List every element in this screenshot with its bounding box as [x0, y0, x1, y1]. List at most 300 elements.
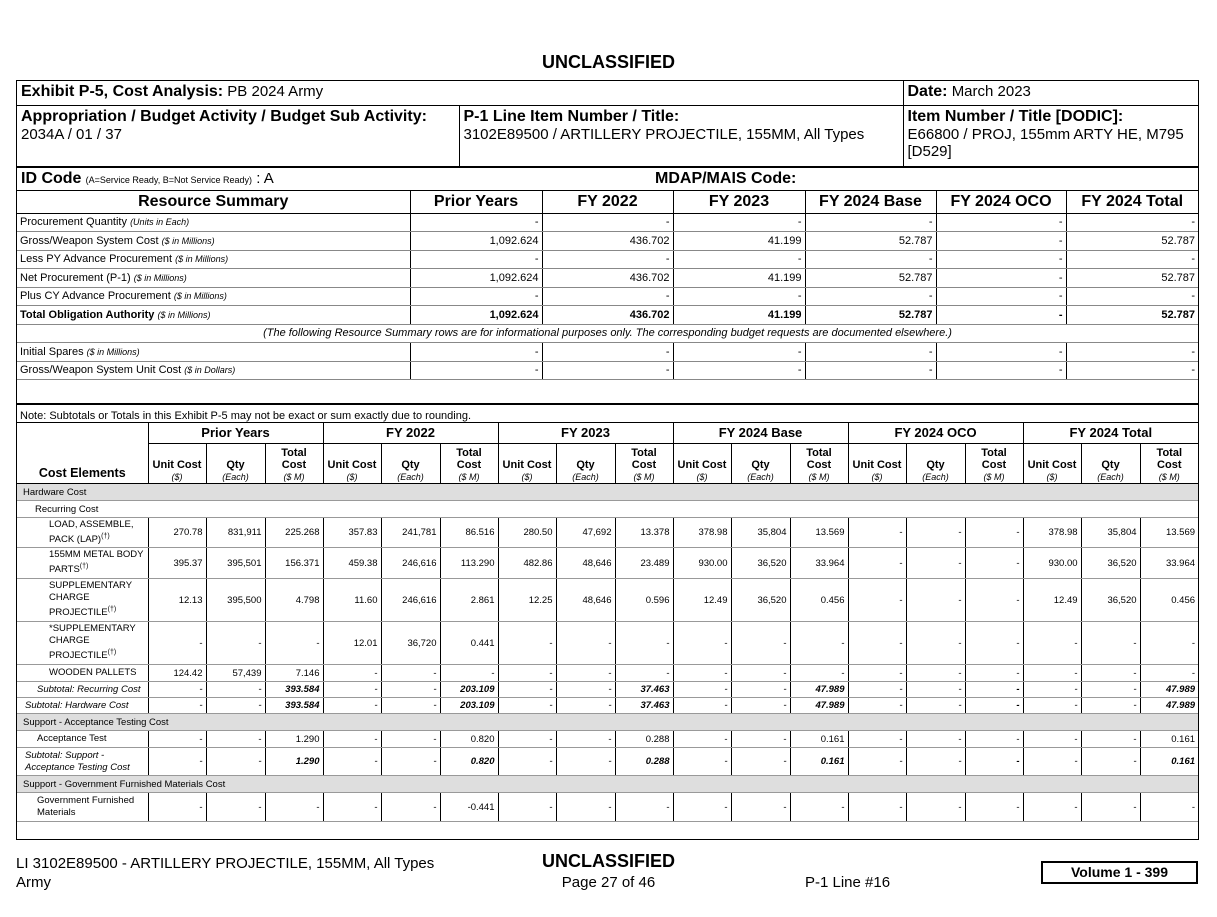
ce-value: 930.00 — [673, 548, 731, 579]
ce-row-label — [17, 579, 148, 622]
date-value: March 2023 — [951, 83, 1031, 100]
ce-value: 36,520 — [1081, 548, 1140, 579]
id-code-label: ID Code — [21, 170, 82, 187]
ce-subheader-label: Qty — [751, 459, 770, 471]
rs-value: - — [805, 343, 936, 362]
volume-box: Volume 1 - 399 — [1041, 861, 1198, 884]
rs-value: 52.787 — [805, 306, 936, 325]
ce-value: 156.371 — [265, 548, 323, 579]
ce-year-header: FY 2024 OCO — [848, 423, 1023, 444]
rs-value: - — [410, 213, 542, 232]
rs-row — [17, 213, 1198, 232]
ce-value: 13.569 — [1140, 518, 1198, 548]
rs-value: 436.702 — [542, 269, 673, 288]
ce-value: 1.290 — [265, 748, 323, 776]
ce-subheader — [206, 444, 265, 484]
ce-group-row — [17, 776, 1198, 793]
ce-value: - — [381, 793, 440, 822]
ce-value: 395,501 — [206, 548, 265, 579]
ce-subheader-label: Qty — [576, 459, 595, 471]
ce-value: 36,520 — [731, 579, 790, 622]
ce-value: - — [1023, 793, 1081, 822]
ce-value: 246,616 — [381, 579, 440, 622]
ce-value: - — [148, 793, 206, 822]
rs-row — [17, 250, 1198, 269]
ce-row-label-text: Subtotal: Recurring Cost — [37, 683, 141, 695]
ce-value: - — [148, 682, 206, 698]
ce-value: - — [1081, 748, 1140, 776]
ce-value: - — [615, 665, 673, 682]
ce-subheader — [323, 444, 381, 484]
ce-subheader-unit: ($) — [521, 472, 533, 482]
ce-subheader-label: Unit Cost — [852, 459, 902, 471]
ce-value: - — [381, 731, 440, 748]
ce-value: 47.989 — [1140, 698, 1198, 714]
ce-value: - — [906, 518, 965, 548]
rs-value: - — [673, 287, 805, 306]
ce-value: 0.820 — [440, 731, 498, 748]
ce-blank-cell — [17, 822, 1198, 843]
ce-value: - — [1081, 682, 1140, 698]
ce-subheader — [790, 444, 848, 484]
ce-value: 0.596 — [615, 579, 673, 622]
ce-value: 86.516 — [440, 518, 498, 548]
ce-value: - — [906, 731, 965, 748]
ce-value: - — [206, 698, 265, 714]
ce-value: 0.456 — [790, 579, 848, 622]
ce-value: - — [965, 793, 1023, 822]
ce-value: - — [965, 665, 1023, 682]
ce-group-label: Recurring Cost — [17, 501, 1198, 518]
ce-value: - — [1023, 665, 1081, 682]
ce-value: - — [556, 731, 615, 748]
ce-value: 12.25 — [498, 579, 556, 622]
rs-value: - — [542, 343, 673, 362]
ce-row — [17, 793, 1198, 822]
rs-row-label — [17, 306, 410, 325]
ce-subheader-unit: (Each) — [397, 472, 424, 482]
rs-value: - — [805, 361, 936, 380]
ce-row-label-text: Government Furnished Materials — [37, 795, 135, 818]
ce-value: - — [498, 731, 556, 748]
ce-value: - — [148, 731, 206, 748]
ce-value: - — [673, 793, 731, 822]
ce-value: - — [498, 682, 556, 698]
rs-value: - — [936, 306, 1066, 325]
mdap-mais-label: MDAP/MAIS Code: — [655, 170, 797, 187]
ce-value: - — [323, 731, 381, 748]
ce-value: 2.861 — [440, 579, 498, 622]
ce-subheader — [148, 444, 206, 484]
ce-value: - — [1081, 793, 1140, 822]
ce-value: 113.290 — [440, 548, 498, 579]
ce-value: 48,646 — [556, 548, 615, 579]
rs-value: - — [673, 250, 805, 269]
exhibit-title-cell — [17, 81, 903, 105]
rs-value: 436.702 — [542, 232, 673, 251]
ce-group-row — [17, 714, 1198, 731]
ce-row-label — [17, 622, 148, 665]
ce-value: - — [848, 682, 906, 698]
ce-value: 36,520 — [1081, 579, 1140, 622]
item-number-cell — [903, 105, 1198, 167]
ce-value: - — [906, 622, 965, 665]
rs-value: 52.787 — [1066, 269, 1198, 288]
rs-value: - — [542, 361, 673, 380]
ce-row-footnote-mark: (†) — [101, 532, 110, 540]
ce-subheader-unit: (Each) — [747, 472, 774, 482]
ce-subheader-unit: ($ M) — [983, 472, 1005, 482]
ce-value: 35,804 — [1081, 518, 1140, 548]
rs-row-unit: ($ in Millions) — [86, 346, 140, 357]
rs-value: - — [410, 343, 542, 362]
ce-subheader — [381, 444, 440, 484]
ce-value: 37.463 — [615, 698, 673, 714]
ce-year-header: Prior Years — [148, 423, 323, 444]
ce-value: - — [498, 698, 556, 714]
ce-row-footnote-mark: (†) — [107, 649, 117, 657]
rs-value: 1,092.624 — [410, 232, 542, 251]
ce-subheader-unit: ($ M) — [633, 472, 655, 482]
ce-value: - — [323, 698, 381, 714]
ce-value: - — [731, 682, 790, 698]
ce-value: 0.161 — [1140, 731, 1198, 748]
rs-row — [17, 232, 1198, 251]
ce-group-label: Support - Government Furnished Materials Cost — [17, 776, 1198, 793]
ce-value: 47.989 — [790, 698, 848, 714]
rs-value: - — [542, 287, 673, 306]
ce-subheader-label: Qty — [401, 459, 420, 471]
ce-value: - — [965, 731, 1023, 748]
ce-value: 0.161 — [790, 748, 848, 776]
ce-group-row — [17, 501, 1198, 518]
ce-value: - — [498, 665, 556, 682]
ce-subheader-label: Unit Cost — [1027, 459, 1077, 471]
ce-subheader — [1081, 444, 1140, 484]
ce-row-label — [17, 548, 148, 579]
ce-value: 0.161 — [1140, 748, 1198, 776]
rs-value: 52.787 — [1066, 232, 1198, 251]
ce-subheader-label: Total Cost — [981, 447, 1007, 471]
ce-value: - — [848, 731, 906, 748]
ce-subheader — [965, 444, 1023, 484]
ce-value: - — [615, 793, 673, 822]
ce-value: - — [1140, 665, 1198, 682]
ce-value: - — [148, 698, 206, 714]
ce-row-label-text: 155MM METAL BODY PARTS — [49, 549, 144, 576]
ce-value: - — [790, 665, 848, 682]
ce-value: - — [556, 682, 615, 698]
rs-row-unit: (Units in Each) — [130, 217, 190, 228]
ce-value: 37.463 — [615, 682, 673, 698]
ce-subheader-label: Unit Cost — [502, 459, 552, 471]
rs-col-header: FY 2022 — [542, 191, 673, 213]
rs-row — [17, 306, 1198, 325]
ce-value: 4.798 — [265, 579, 323, 622]
cost-elements-title: Cost Elements — [17, 423, 148, 484]
rs-row — [17, 269, 1198, 288]
ce-subheader — [498, 444, 556, 484]
id-code-value: : A — [256, 170, 274, 187]
ce-value: 35,804 — [731, 518, 790, 548]
ce-value: 395,500 — [206, 579, 265, 622]
ce-value: 203.109 — [440, 682, 498, 698]
ce-subheader — [906, 444, 965, 484]
rs-value: - — [936, 232, 1066, 251]
ce-value: - — [848, 793, 906, 822]
rs-value: - — [410, 250, 542, 269]
ce-row — [17, 622, 1198, 665]
ce-value: - — [673, 731, 731, 748]
ce-row — [17, 731, 1198, 748]
rs-row — [17, 343, 1198, 362]
ce-value: - — [206, 748, 265, 776]
rs-value: - — [936, 213, 1066, 232]
rs-row-label — [17, 232, 410, 251]
ce-value: - — [1081, 731, 1140, 748]
ce-value: 203.109 — [440, 698, 498, 714]
appropriation-cell — [17, 105, 459, 167]
ce-value: - — [148, 622, 206, 665]
ce-group-label: Support - Acceptance Testing Cost — [17, 714, 1198, 731]
ce-row-footnote-mark: (†) — [107, 606, 117, 614]
ce-value: - — [206, 682, 265, 698]
ce-subheader-label: Unit Cost — [327, 459, 377, 471]
ce-value: - — [556, 698, 615, 714]
ce-value: 831,911 — [206, 518, 265, 548]
ce-row-label — [17, 518, 148, 548]
ce-value: 0.288 — [615, 748, 673, 776]
ce-subheader-unit: (Each) — [922, 472, 949, 482]
ce-subheader-label: Total Cost — [1156, 447, 1183, 471]
rs-value: - — [542, 213, 673, 232]
ce-value: 36,520 — [731, 548, 790, 579]
rs-value: 1,092.624 — [410, 306, 542, 325]
date-label: Date: — [907, 83, 948, 100]
ce-subheader-unit: (Each) — [1097, 472, 1124, 482]
ce-value: - — [1081, 665, 1140, 682]
ce-subtotal-row — [17, 748, 1198, 776]
ce-year-header: FY 2024 Total — [1023, 423, 1198, 444]
rs-value: - — [805, 287, 936, 306]
ce-row-label — [17, 731, 148, 748]
ce-value: 0.161 — [790, 731, 848, 748]
ce-value: - — [615, 622, 673, 665]
ce-value: - — [323, 793, 381, 822]
ce-value: 225.268 — [265, 518, 323, 548]
resource-summary-table — [17, 191, 1198, 423]
ce-value: 270.78 — [148, 518, 206, 548]
ce-value: 47.989 — [790, 682, 848, 698]
ce-value: 0.441 — [440, 622, 498, 665]
ce-subheader-unit: ($) — [871, 472, 883, 482]
ce-subheader-unit: ($) — [346, 472, 358, 482]
ce-value: -0.441 — [440, 793, 498, 822]
ce-value: - — [498, 748, 556, 776]
rs-row-label-text: Gross/Weapon System Unit Cost — [20, 364, 182, 377]
footer-page: Page 27 of 46 — [561, 874, 656, 891]
rs-value: - — [1066, 343, 1198, 362]
ce-value: 47,692 — [556, 518, 615, 548]
ce-value: - — [906, 698, 965, 714]
ce-value: - — [965, 518, 1023, 548]
ce-value: 47.989 — [1140, 682, 1198, 698]
appropriation-value: 2034A / 01 / 37 — [21, 125, 122, 143]
ce-value: 1.290 — [265, 731, 323, 748]
exhibit-frame — [16, 80, 1199, 840]
ce-subheader-unit: ($ M) — [458, 472, 480, 482]
ce-value: - — [206, 731, 265, 748]
ce-value: - — [965, 748, 1023, 776]
rs-value: - — [673, 213, 805, 232]
ce-row-label-text: Acceptance Test — [37, 733, 107, 744]
ce-value: - — [731, 665, 790, 682]
ce-value: - — [906, 665, 965, 682]
ce-year-header: FY 2022 — [323, 423, 498, 444]
footer-li-line: LI 3102E89500 - ARTILLERY PROJECTILE, 155MM, All Types — [16, 855, 435, 872]
ce-row-label-text: WOODEN PALLETS — [49, 667, 137, 678]
item-number-label: Item Number / Title [DODIC]: — [907, 107, 1124, 125]
ce-row-label — [17, 793, 148, 822]
cost-elements-table — [17, 423, 1198, 843]
id-code-note: (A=Service Ready, B=Not Service Ready) — [85, 175, 253, 185]
ce-value: - — [731, 731, 790, 748]
ce-value: - — [498, 793, 556, 822]
rs-row-unit: ($ in Millions) — [133, 272, 187, 283]
ce-value: 23.489 — [615, 548, 673, 579]
ce-row-label — [17, 682, 148, 698]
ce-subheader-label: Unit Cost — [152, 459, 202, 471]
ce-value: - — [265, 793, 323, 822]
rs-value: 52.787 — [805, 232, 936, 251]
ce-row-label — [17, 698, 148, 714]
rs-value: 41.199 — [673, 232, 805, 251]
item-number-value: E66800 / PROJ, 155mm ARTY HE, M795 [D529] — [907, 125, 1184, 160]
rs-col-header: FY 2023 — [673, 191, 805, 213]
rs-row-label — [17, 269, 410, 288]
ce-subheader-label: Qty — [926, 459, 945, 471]
exhibit-label: Exhibit P-5, Cost Analysis: — [21, 83, 224, 100]
p1-line-item-label: P-1 Line Item Number / Title: — [463, 107, 680, 125]
rs-col-header: FY 2024 Total — [1066, 191, 1198, 213]
rs-row-label-text: Net Procurement (P-1) — [20, 271, 131, 284]
rs-row-label-text: Total Obligation Authority — [20, 308, 155, 321]
rs-value: 41.199 — [673, 306, 805, 325]
rs-value: - — [673, 361, 805, 380]
ce-value: - — [731, 698, 790, 714]
ce-year-header: FY 2024 Base — [673, 423, 848, 444]
footer-p1-line: P-1 Line #16 — [805, 874, 891, 891]
rs-row-label-text: Initial Spares — [20, 345, 84, 358]
rs-row-label — [17, 213, 410, 232]
ce-value: - — [323, 748, 381, 776]
rs-row-unit: ($ in Millions) — [161, 235, 215, 246]
ce-value: 459.38 — [323, 548, 381, 579]
ce-value: 241,781 — [381, 518, 440, 548]
rs-value: - — [410, 287, 542, 306]
ce-value: - — [965, 698, 1023, 714]
ce-value: - — [1023, 682, 1081, 698]
ce-value: 13.378 — [615, 518, 673, 548]
ce-value: - — [556, 793, 615, 822]
rs-value: 436.702 — [542, 306, 673, 325]
ce-value: - — [965, 579, 1023, 622]
rs-value: - — [1066, 287, 1198, 306]
ce-subheader — [440, 444, 498, 484]
rs-row-label-text: Gross/Weapon System Cost — [20, 234, 159, 247]
ce-row — [17, 665, 1198, 682]
ce-subheader — [265, 444, 323, 484]
ce-value: 12.01 — [323, 622, 381, 665]
ce-value: - — [1023, 748, 1081, 776]
ce-value: 48,646 — [556, 579, 615, 622]
ce-value: - — [556, 622, 615, 665]
classification-bottom: UNCLASSIFIED — [541, 851, 675, 871]
rs-value: - — [410, 361, 542, 380]
ce-value: - — [673, 698, 731, 714]
ce-value: - — [440, 665, 498, 682]
ce-value: 12.49 — [673, 579, 731, 622]
ce-subtotal-row — [17, 698, 1198, 714]
date-cell — [903, 81, 1198, 105]
ce-value: - — [1023, 698, 1081, 714]
ce-value: - — [848, 518, 906, 548]
rs-row-unit: ($ in Millions) — [157, 309, 211, 320]
ce-value: - — [673, 622, 731, 665]
ce-value: - — [673, 748, 731, 776]
ce-value: - — [731, 748, 790, 776]
ce-value: - — [265, 622, 323, 665]
ce-subheader-unit: (Each) — [572, 472, 599, 482]
footer-service: Army — [16, 874, 51, 891]
ce-value: - — [731, 793, 790, 822]
ce-row-label-text: Subtotal: Support - Acceptance Testing Cost — [25, 749, 130, 773]
ce-subheader-unit: ($ M) — [808, 472, 830, 482]
rs-col-header: Prior Years — [410, 191, 542, 213]
appropriation-label: Appropriation / Budget Activity / Budget Sub Activity: — [21, 107, 427, 125]
ce-value: 378.98 — [1023, 518, 1081, 548]
rs-row-unit: ($ in Dollars) — [184, 365, 236, 376]
exhibit-value: PB 2024 Army — [227, 83, 324, 100]
ce-value: 395.37 — [148, 548, 206, 579]
rs-info-note: (The following Resource Summary rows are for informational purposes only. The corresponding budget requests are documented elsewhere.) — [17, 324, 1198, 343]
ce-subheader-label: Qty — [1101, 459, 1120, 471]
rs-value: - — [936, 269, 1066, 288]
ce-value: - — [906, 548, 965, 579]
rs-value: - — [936, 250, 1066, 269]
ce-subheader-unit: ($ M) — [283, 472, 305, 482]
ce-subheader-label: Unit Cost — [677, 459, 727, 471]
ce-value: - — [1023, 731, 1081, 748]
ce-value: - — [381, 748, 440, 776]
id-code-cell — [17, 167, 903, 191]
ce-value: - — [556, 665, 615, 682]
rs-value: 41.199 — [673, 269, 805, 288]
ce-value: 930.00 — [1023, 548, 1081, 579]
ce-value: 0.456 — [1140, 579, 1198, 622]
ce-subheader — [731, 444, 790, 484]
ce-subheader — [848, 444, 906, 484]
ce-row-label-text: SUPPLEMENTARY CHARGE PROJECTILE — [49, 580, 132, 619]
ce-value: - — [1023, 622, 1081, 665]
ce-value: - — [323, 665, 381, 682]
ce-value: - — [848, 698, 906, 714]
ce-subheader-label: Total Cost — [806, 447, 832, 471]
ce-value: 33.964 — [790, 548, 848, 579]
rs-value: - — [1066, 361, 1198, 380]
ce-value: - — [848, 622, 906, 665]
ce-value: - — [848, 548, 906, 579]
